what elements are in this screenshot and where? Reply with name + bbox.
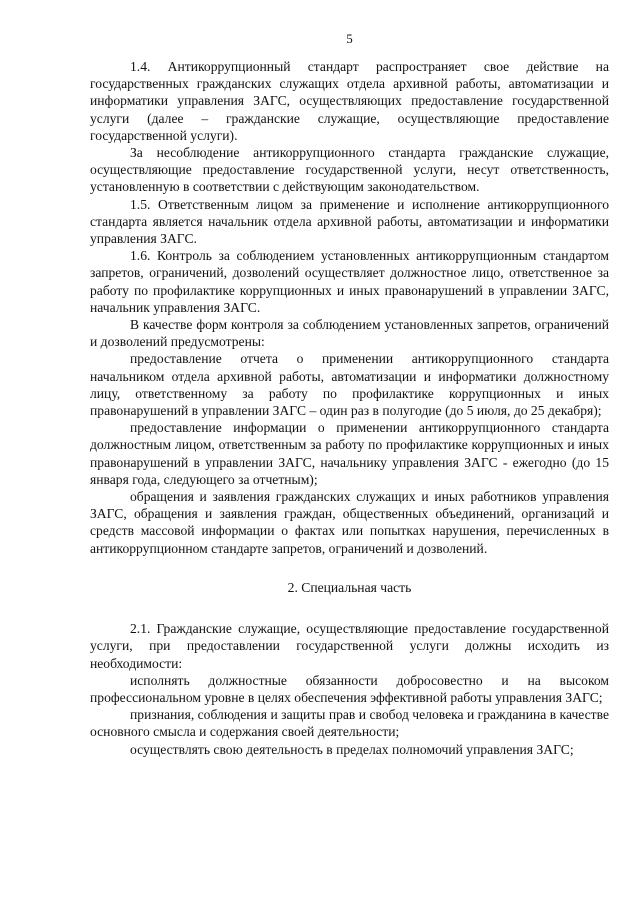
paragraph-1-5: 1.5. Ответственным лицом за применение и исполнение антикоррупционного стандарта является начальник отдела архивной работы, автоматизации и информатики управления ЗАГС. <box>90 196 609 247</box>
paragraph-information-item: предоставление информации о применении антикоррупционного стандарта должностным лицом, ответственным за работу по профилактике коррупционных и иных правонарушений в управлении ЗАГС, начальнику управления ЗАГС - ежегодно (до 15 января года, следующего за отчетным); <box>90 420 609 487</box>
paragraph-1-4: 1.4. Антикоррупционный стандарт распространяет свое действие на государственных гражданских служащих отдела архивной работы, автоматизации и информатики управления ЗАГС, осуществляющих предоставление государственной услуги (далее – гражданские служащие, осуществляющие предоставление государственной услуги). <box>90 59 609 143</box>
paragraph-rights-item: признания, соблюдения и защиты прав и свобод человека и гражданина в качестве основного смысла и содержания своей деятельности; <box>90 707 609 740</box>
paragraph-1-6: 1.6. Контроль за соблюдением установленных антикоррупционным стандартом запретов, ограничений, дозволений осуществляет должностное лицо, ответственное за работу по профилактике коррупционных и иных правонарушений в управлении ЗАГС, начальник управления ЗАГС. <box>90 248 609 315</box>
section-heading: 2. Специальная часть <box>287 579 412 595</box>
page-number: 5 <box>346 31 353 46</box>
paragraph-authority-item: осуществлять свою деятельность в пределах полномочий управления ЗАГС; <box>130 741 574 757</box>
paragraph-report-item: предоставление отчета о применении антикоррупционного стандарта начальником отдела архивной работы, автоматизации и информатики должностному лицу, ответственному за работу по профилактике коррупционных и иных правонарушений в управлении ЗАГС – один раз в полугодие (до 5 июля, до 25 декабря); <box>90 351 609 419</box>
paragraph-duties-item: исполнять должностные обязанности добросовестно и на высоком профессиональном уровне в целях обеспечения эффективной работы управления ЗАГС; <box>90 672 609 705</box>
paragraph-liability: За несоблюдение антикоррупционного стандарта гражданские служащие, осуществляющие предоставление государственной услуги, несут ответственность, установленную в соответствии с действующим законодательством. <box>90 145 609 195</box>
paragraph-control-forms: В качестве форм контроля за соблюдением установленных запретов, ограничений и дозволений предусмотрены: <box>90 317 609 350</box>
paragraph-2-1: 2.1. Гражданские служащие, осуществляющие предоставление государственной услуги, при предоставлении государственной услуги должны исходить из необходимости: <box>90 621 609 671</box>
paragraph-appeals-item: обращения и заявления гражданских служащих и иных работников управления ЗАГС, обращения и заявления граждан, общественных объединений, организаций и средств массовой информации о фактах или попытках нарушения, перечисленных в антикоррупционном стандарте запретов, ограничений и дозволений. <box>90 489 609 556</box>
